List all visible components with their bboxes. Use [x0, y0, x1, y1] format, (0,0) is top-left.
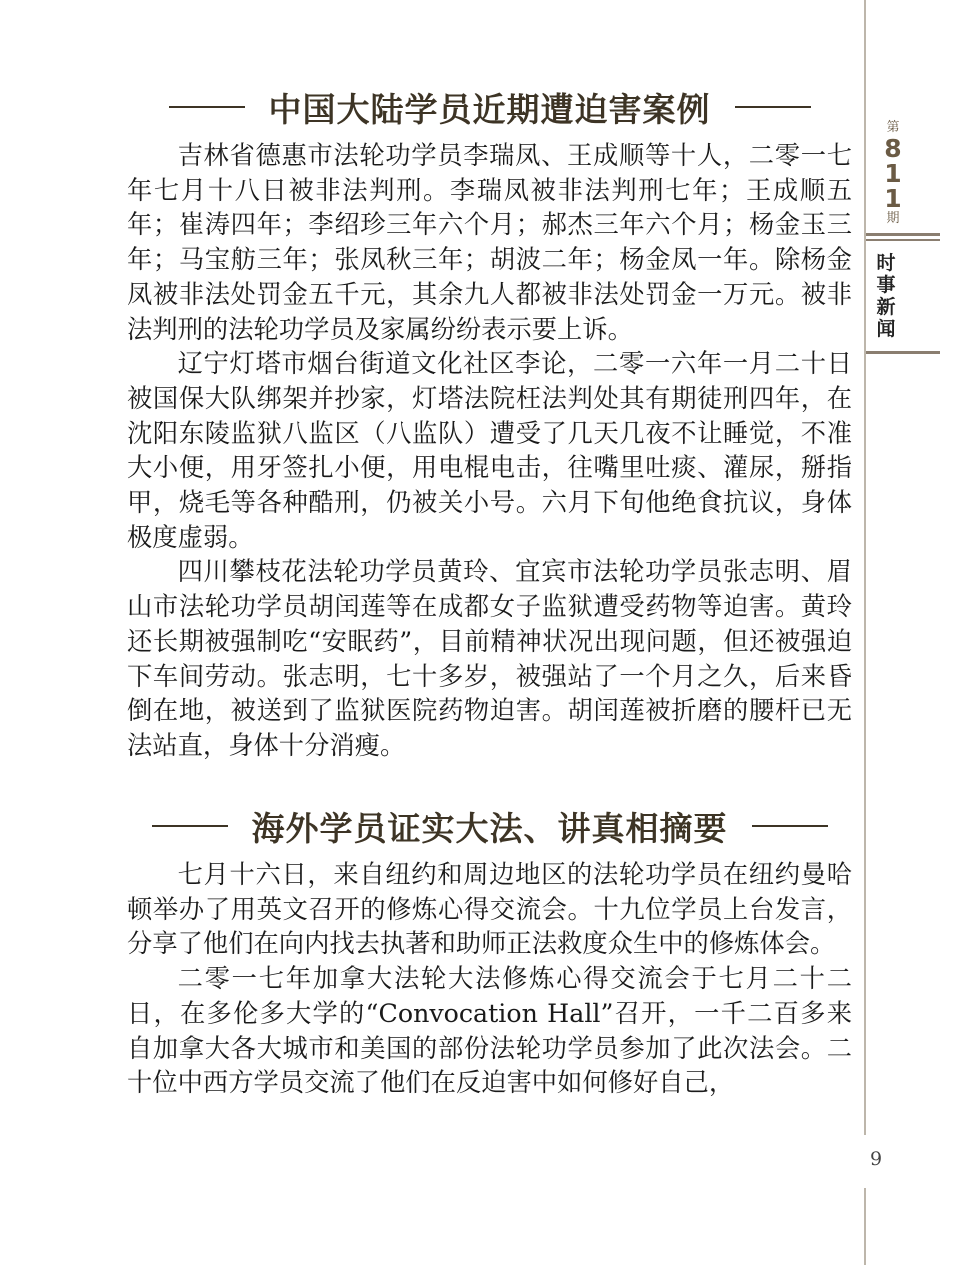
- issue-digit: 1: [884, 184, 902, 213]
- page-number: 9: [870, 1148, 883, 1170]
- section-label-char: 闻: [876, 318, 896, 340]
- margin-divider: [864, 1188, 866, 1265]
- issue-prefix: 第: [886, 120, 900, 135]
- heading-rule-right: [735, 106, 811, 108]
- heading-rule-left: [152, 825, 228, 827]
- paragraph: 四川攀枝花法轮功学员黄玲、宜宾市法轮功学员张志明、眉山市法轮功学员胡闰莲等在成都女子监狱遭受药物等迫害。黄玲还长期被强制吃“安眠药”，目前精神状况出现问题，但还被强迫下车间劳动。张志明，七十多岁，被强站了一个月之久，后来昏倒在地，被送到了监狱医院药物迫害。胡闰莲被折磨的腰杆已无法站直，身体十分消瘦。: [127, 557, 852, 760]
- section-tab-rule: [866, 233, 940, 236]
- paragraph: 辽宁灯塔市烟台街道文化社区李论，二零一六年一月二十日被国保大队绑架并抄家，灯塔法院枉法判处其有期徒刑四年，在沈阳东陵监狱八监区（八监队）遭受了几天几夜不让睡觉，不准大小便，用牙签扎小便，用电棍电击，往嘴里吐痰、灌尿，掰指甲，烧毛等各种酷刑，仍被关小号。六月下旬他绝食抗议，身体极度虚弱。: [127, 349, 852, 552]
- paragraph: 七月十六日，来自纽约和周边地区的法轮功学员在纽约曼哈顿举办了用英文召开的修炼心得交流会。十九位学员上台发言，分享了他们在向内找去执著和助师正法救度众生中的修炼体会。: [127, 860, 852, 959]
- section-body-overseas: [127, 858, 852, 1101]
- issue-digit: 1: [884, 159, 902, 188]
- heading-rule-right: [752, 825, 828, 827]
- section-tab-rule: [866, 239, 940, 241]
- paragraph: 吉林省德惠市法轮功学员李瑞凤、王成顺等十人，二零一七年七月十八日被非法判刑。李瑞凤被非法判刑七年；王成顺五年；崔涛四年；李绍珍三年六个月；郝杰三年六个月；杨金玉三年；马宝舫三年；张凤秋三年；胡波二年；杨金凤一年。除杨金凤被非法处罚金五千元，其余九人都被非法处罚金一万元。被非法判刑的法轮功学员及家属纷纷表示要上诉。: [127, 141, 852, 344]
- issue-number: [866, 120, 920, 227]
- paragraph: 二零一七年加拿大法轮大法修炼心得交流会于七月二十二日，在多伦多大学的“Convocation Hall”召开，一千二百多来自加拿大各大城市和美国的部份法轮功学员参加了此次法会。二十位中西方学员交流了他们在反迫害中如何修好自己，: [127, 964, 852, 1098]
- issue-suffix: 期: [886, 211, 900, 226]
- heading-rule-left: [169, 106, 245, 108]
- section-title: 中国大陆学员近期遭迫害案例: [268, 89, 711, 129]
- section-body-mainland: [127, 139, 852, 764]
- section-label-char: 时: [876, 252, 896, 274]
- section-tab-rule: [866, 351, 940, 354]
- section-title: 海外学员证实大法、讲真相摘要: [251, 808, 728, 848]
- section-heading-overseas: [127, 801, 852, 851]
- section-heading-mainland: [127, 82, 852, 132]
- issue-digit: 8: [884, 134, 902, 163]
- section-label-char: 事: [876, 274, 896, 296]
- section-label: [866, 252, 906, 340]
- section-label-char: 新: [876, 296, 896, 318]
